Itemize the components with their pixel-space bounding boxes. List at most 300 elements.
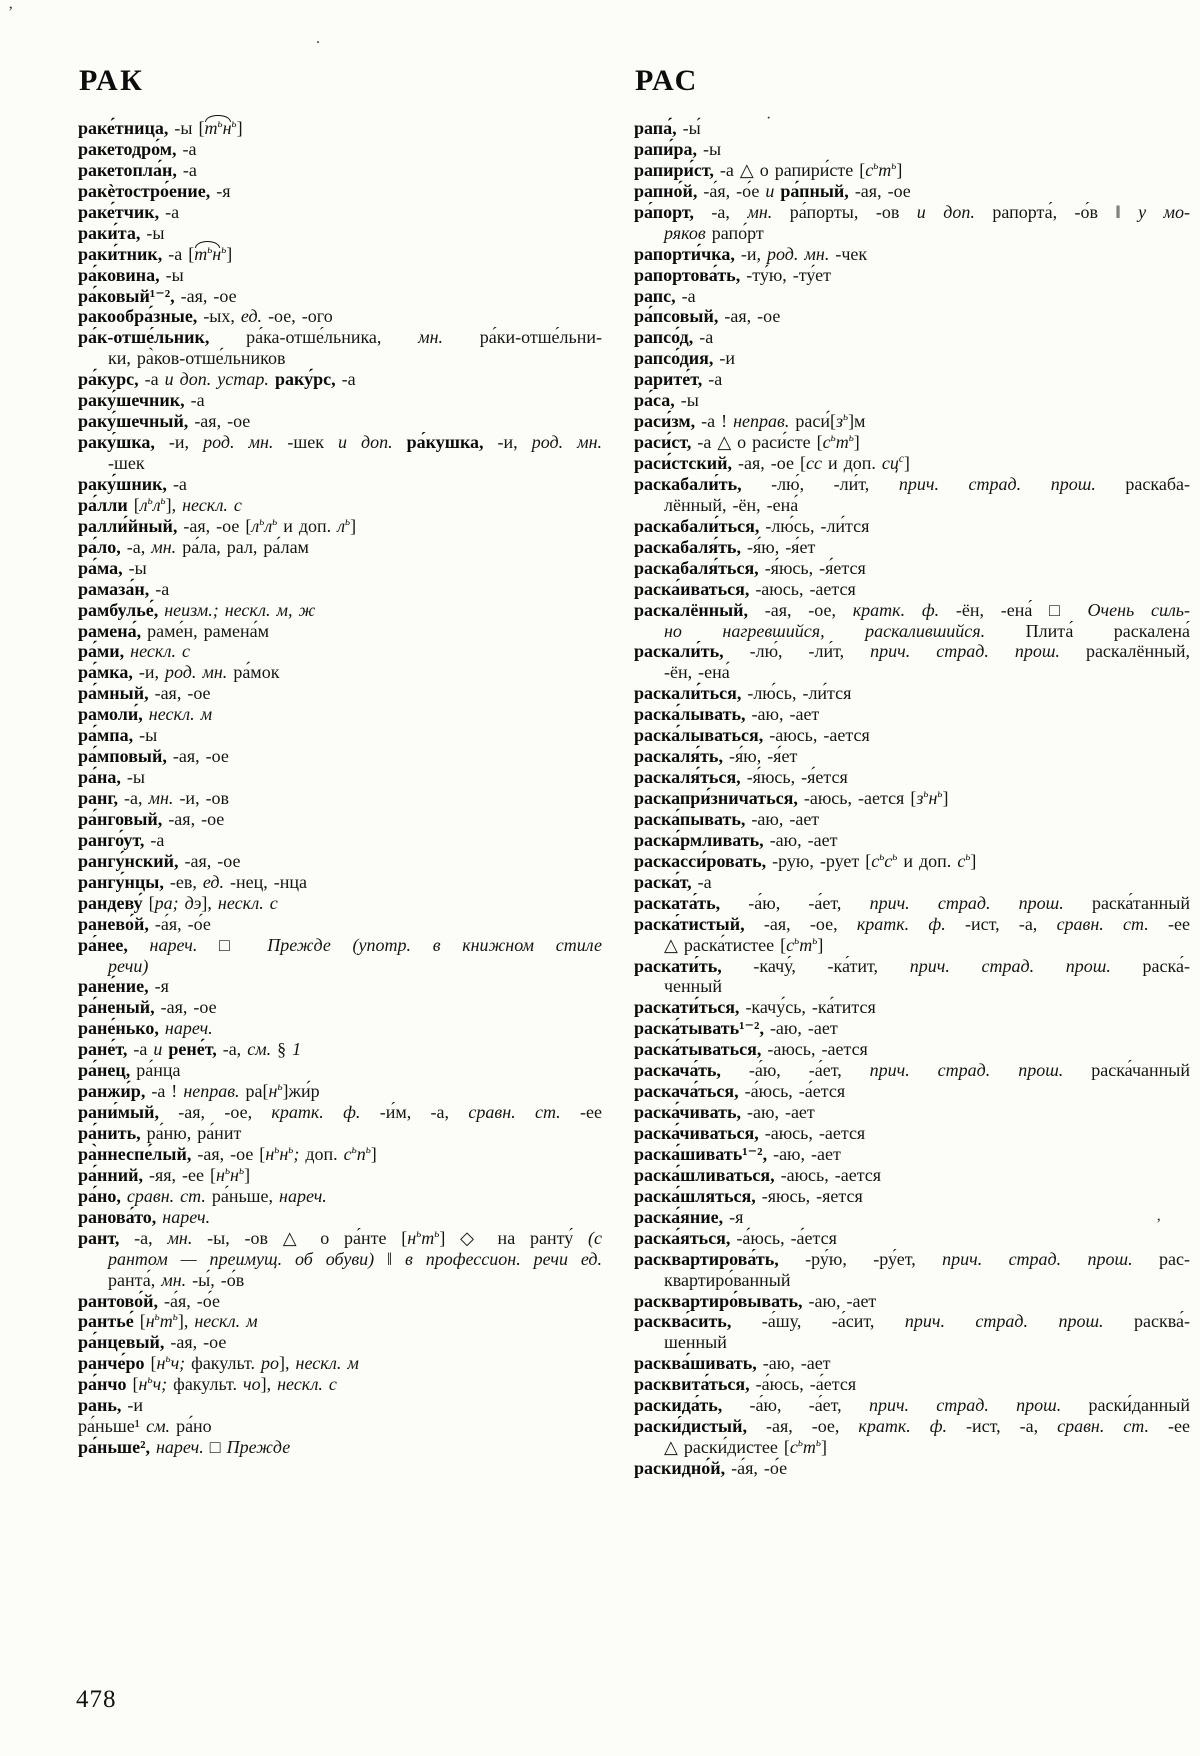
entry-text: ра́ки-отше́льни-	[443, 327, 602, 348]
entry-line	[634, 265, 1190, 286]
entry-text: мн.	[161, 1269, 187, 1290]
entry-line	[78, 893, 602, 914]
entry-line	[78, 1395, 602, 1416]
entry-text: -а́я, -о́е	[148, 913, 211, 934]
headword: ра́ковый¹⁻²,	[78, 285, 175, 306]
entry-line	[634, 725, 1190, 746]
entry-text: $л^ьл^ь$	[251, 515, 278, 536]
entry-line	[634, 1311, 1190, 1332]
entry-text: -а	[138, 369, 165, 390]
entry-line	[78, 1437, 602, 1458]
entry-text: ]	[853, 432, 860, 453]
entry-line	[78, 327, 602, 348]
entry-line	[634, 1165, 1190, 1186]
entry-text: сравн. ст.	[1056, 913, 1149, 934]
entry-text: -ая, -ое,	[744, 913, 857, 934]
headword: рангу́нцы,	[78, 871, 164, 892]
headword: ракетопла́н,	[78, 159, 177, 180]
entry-text: $сц^с$	[881, 453, 904, 473]
entry-line	[634, 704, 1190, 725]
headword: раку́шечный,	[78, 411, 189, 432]
entry-text: -ы	[133, 725, 158, 746]
entry-text: ]	[226, 243, 233, 264]
entry-text: и доп.	[277, 515, 338, 536]
entry-line	[78, 914, 602, 935]
entry-text: мн.	[167, 1227, 193, 1248]
entry-text: расква́-	[1103, 1311, 1190, 1332]
entry-text: -ая, -ое	[188, 411, 251, 432]
entry-line	[634, 1332, 1190, 1353]
entry-text: -а,	[119, 1227, 168, 1248]
entry-line	[78, 1081, 602, 1102]
entry-text: -ру́ю, -ру́ет,	[778, 1248, 943, 1269]
entry-text: -ы́, -о́в	[186, 1269, 245, 1290]
headword: ра̀ннеспе́лый,	[78, 1143, 192, 1164]
entry-line	[634, 914, 1190, 935]
superscript: ь	[797, 1437, 803, 1450]
entry-text: -ое, -ого	[262, 306, 333, 327]
headword: расква́шивать,	[634, 1353, 757, 1374]
superscript: ь	[879, 850, 885, 863]
superscript: ь	[351, 1143, 357, 1156]
entry-line	[78, 348, 602, 369]
entry-line	[634, 1144, 1190, 1165]
entry-text: -аю, -ает	[756, 1353, 831, 1374]
entry-line	[634, 1291, 1190, 1312]
entry-text: -а	[702, 369, 723, 390]
entry-text: -аюсь, -ается	[758, 1123, 866, 1143]
entry-text: $л^ь$	[337, 515, 351, 536]
headword: рене́т,	[162, 1039, 217, 1060]
headword: рапсо́д,	[634, 327, 694, 348]
entry-text: мн.	[747, 201, 773, 222]
entry-text: -а	[693, 327, 714, 348]
entry-line	[634, 348, 1190, 369]
superscript: ь	[160, 494, 166, 507]
entry-line	[78, 956, 602, 977]
superscript: ь	[434, 1227, 440, 1240]
superscript: ь	[892, 850, 898, 863]
headword: рапсо́дия,	[634, 348, 714, 369]
entry-text: $с^ьт^ь$	[786, 934, 818, 955]
entry-text: нареч.	[279, 1185, 327, 1206]
entry-text: род. мн.	[531, 432, 602, 453]
headword: ралли́йный,	[78, 515, 178, 536]
headword: раска́шляться,	[634, 1185, 756, 1206]
entry-text: ра[	[239, 1081, 269, 1102]
headword: раскидно́й,	[634, 1458, 726, 1478]
entry-line	[78, 1374, 602, 1395]
entry-text: нескл. с	[182, 494, 242, 515]
entry-text: ‖	[374, 1248, 406, 1269]
entry-text: прич. страд. прош.	[869, 892, 1064, 913]
headword: рани́мый,	[78, 1102, 159, 1123]
entry-text: раска́чанный	[1063, 1060, 1190, 1081]
entry-line	[634, 579, 1190, 600]
entry-line	[78, 558, 602, 579]
entry-text: △ раска́тистее [	[664, 934, 787, 955]
entry-text: ранта́,	[108, 1269, 162, 1290]
entry-text: ра́ла, рал, ра́лам	[176, 536, 309, 557]
headword: рапи́ра,	[634, 138, 698, 159]
entry-line	[78, 139, 602, 160]
entry-text: -а́юсь, -а́ется	[749, 1374, 857, 1395]
entry-text: $н^ьт^ь$	[407, 1227, 440, 1248]
headword: рандеву́	[78, 892, 149, 913]
entry-text: -ых,	[197, 306, 241, 327]
entry-text: 1	[292, 1039, 302, 1060]
entry-text: [	[133, 494, 140, 515]
entry-text: -а́юсь, -а́ется	[738, 1081, 846, 1102]
entry-line	[78, 1123, 602, 1144]
entry-text: Прежде	[226, 1437, 291, 1458]
superscript: ь	[147, 1374, 153, 1387]
headword: раска́лывать,	[634, 704, 746, 725]
headword: раски́дистый,	[634, 1416, 747, 1437]
entry-text: -а,	[693, 201, 748, 222]
entry-text: -ист, -а,	[945, 913, 1057, 934]
headword: раскабали́ть,	[634, 473, 742, 494]
entry-line	[634, 641, 1190, 662]
entry-text: -а	[127, 1039, 154, 1060]
guide-word-left: РАК	[79, 64, 145, 97]
headword: расквита́ться,	[634, 1374, 750, 1395]
superscript: ь	[288, 1143, 294, 1156]
entry-line	[634, 1102, 1190, 1123]
entry-text: ра́нца	[130, 1060, 181, 1081]
superscript: ь	[812, 934, 818, 947]
entry-text: ро	[261, 1353, 280, 1374]
headword: ра́са,	[634, 390, 675, 411]
entry-line	[78, 851, 602, 872]
entry-line	[634, 1060, 1190, 1081]
scan-speck: ’	[1156, 1216, 1162, 1233]
entry-text: -ая, -ое	[166, 746, 229, 767]
entry-line	[78, 306, 602, 327]
entry-line	[78, 1144, 602, 1165]
entry-line	[634, 956, 1190, 977]
headword: раска́рмливать,	[634, 829, 764, 850]
entry-text: лённый, -ён, -ена́	[664, 494, 799, 515]
headword: раска́чиваться,	[634, 1123, 759, 1143]
entry-text: -а [	[162, 243, 195, 264]
entry-text: ] ◇ на ранту́	[439, 1227, 589, 1248]
entry-text: ]	[236, 118, 243, 138]
entry-line	[78, 432, 602, 453]
entry-line	[634, 997, 1190, 1018]
entry-text: ра́ка-отше́льника,	[209, 327, 419, 348]
entry-text: -ее	[1148, 913, 1190, 934]
entry-line	[634, 1228, 1190, 1249]
entry-text: сравн. ст.	[120, 1185, 206, 1206]
headword: раската́ть,	[634, 892, 721, 913]
headword: рапа́,	[634, 118, 677, 138]
entry-text: род. мн.	[165, 662, 228, 683]
entry-text: ]	[903, 453, 910, 473]
entry-text: -ая, -ое	[148, 683, 211, 704]
entry-text: -аю, -ает	[802, 1290, 877, 1311]
entry-text: сс	[806, 453, 822, 473]
entry-text: сравн. ст.	[468, 1102, 561, 1123]
entry-line	[634, 516, 1190, 537]
entry-line	[78, 369, 602, 390]
entry-line	[634, 369, 1190, 390]
headword: раскаля́ться,	[634, 767, 741, 788]
superscript: ь	[238, 1164, 245, 1177]
superscript: ь	[165, 1353, 171, 1366]
headword: раскати́ться,	[634, 997, 740, 1018]
phonetic-arc: $т^ьн^ь$	[204, 118, 237, 138]
entry-text: и доп.	[897, 850, 958, 871]
entry-text: -а,	[118, 788, 149, 808]
headword: ранго́ут,	[78, 829, 145, 850]
entry-text: сравн. ст.	[1057, 1416, 1150, 1437]
superscript: ь	[217, 118, 223, 130]
entry-text: -я	[723, 1206, 744, 1227]
entry-text: -а	[176, 159, 197, 180]
entry-text: -а △ о раси́сте [	[691, 432, 823, 453]
entry-text: -ая, -ое	[174, 285, 237, 306]
entry-text: рас-	[1132, 1248, 1190, 1269]
headword: раскабаля́ть,	[634, 536, 741, 557]
entry-text: -аюсь, -ается	[749, 578, 856, 599]
headword: расквартиро́вывать,	[634, 1290, 803, 1311]
headword: рапортова́ть,	[634, 264, 741, 285]
entry-text: нескл. с	[277, 1374, 337, 1395]
entry-text: -а́я, -о́е	[697, 180, 766, 201]
entry-text: [	[132, 1374, 139, 1395]
entry-text: см.	[146, 1416, 171, 1437]
headword: рарите́т,	[634, 369, 703, 390]
headword: раска́яние,	[634, 1206, 724, 1227]
entry-text: -а	[149, 578, 170, 599]
entry-text: -ы	[122, 557, 147, 578]
entry-text: -аюсь, -ается	[763, 725, 870, 746]
entry-text: ]	[896, 159, 903, 180]
entry-text: -ы	[140, 222, 165, 243]
entry-text: ],	[165, 494, 183, 515]
entry-text: -а́ю, -а́ет,	[720, 892, 870, 913]
entry-text: $н^ьч$;	[138, 1374, 168, 1395]
entry-line	[78, 286, 602, 307]
entry-text: -ту́ю, -ту́ет	[740, 264, 832, 285]
headword: раска́шивать¹⁻²,	[634, 1143, 768, 1164]
entry-text: (с	[588, 1227, 602, 1248]
headword: ране́т,	[78, 1039, 128, 1060]
headword: раскасси́ровать,	[634, 850, 767, 871]
entry-text: -ая, -ое	[164, 1332, 227, 1353]
entry-text: но нагревшийся, раскалившийся.	[664, 620, 986, 641]
entry-line	[634, 432, 1190, 453]
entry-text: -лю́сь, -ли́тся	[759, 515, 870, 536]
entry-text: прич. страд. прош.	[870, 641, 1060, 662]
entry-text: -я	[210, 180, 231, 201]
superscript: ь	[224, 1164, 231, 1177]
entry-text: -ев,	[163, 871, 203, 892]
entry-text: -я	[148, 976, 169, 997]
entry-text: [	[139, 1311, 146, 1332]
entry-text: $с^ьт^ь$	[822, 432, 854, 453]
entry-text: нескл. с	[124, 641, 190, 662]
entry-text: шенный	[664, 1332, 727, 1353]
entry-text: Плита́ раскалена́	[985, 620, 1190, 641]
entry-line	[78, 1353, 602, 1374]
headword: ранова́то,	[78, 1206, 157, 1227]
headword: ра́нец,	[78, 1060, 131, 1081]
entry-line	[78, 181, 602, 202]
entry-line	[634, 767, 1190, 788]
superscript: ь	[365, 1143, 371, 1156]
entry-text: -я́ю, -я́ет	[740, 536, 816, 557]
entry-text: -качу́сь, -ка́тится	[739, 997, 876, 1018]
entry-text: -лю́сь, -ли́тся	[741, 683, 852, 704]
entry-text: $н^ьн^ь$;	[265, 1143, 300, 1164]
entry-line	[78, 160, 602, 181]
entry-text: -ая, -ое	[162, 808, 225, 829]
entry-line	[78, 1102, 602, 1123]
entry-line	[78, 1416, 602, 1437]
superscript: ь	[277, 1081, 283, 1094]
entry-text: рапо́рт	[705, 222, 764, 243]
headword: раскаля́ть,	[634, 746, 723, 767]
headword: расквартирова́ть,	[634, 1248, 779, 1269]
entry-text: ]жи́р	[282, 1081, 320, 1102]
entry-text: мн.	[148, 788, 174, 808]
entry-text: неправ.	[733, 411, 790, 432]
entry-text: мн.	[151, 536, 177, 557]
entry-line	[78, 976, 602, 997]
entry-text: ки, ра̀ков-отше́льников	[108, 348, 286, 369]
entry-line	[634, 244, 1190, 265]
entry-line	[634, 830, 1190, 851]
entry-text: -я́юсь, -я́ется	[758, 557, 866, 578]
entry-line	[78, 516, 602, 537]
entry-text: -ы́	[676, 118, 701, 138]
entry-text: -ая, -ое	[154, 997, 217, 1018]
entry-text: ряков	[664, 222, 706, 243]
entry-line	[634, 976, 1190, 997]
entry-line	[78, 997, 602, 1018]
entry-line	[78, 202, 602, 223]
entry-text: ]м	[848, 411, 866, 432]
headword: ране́ние,	[78, 976, 149, 997]
headword: рамаза́н,	[78, 578, 150, 599]
headword: рапно́й,	[634, 180, 698, 201]
entry-text: ],	[201, 892, 218, 913]
entry-line	[634, 746, 1190, 767]
entry-text: -аю, -ает	[767, 1143, 841, 1164]
entry-text: -ы	[697, 138, 722, 159]
headword: ракѐтостро́ение,	[78, 180, 211, 201]
headword: ра́нчо	[78, 1374, 133, 1395]
headword: ра́лли	[78, 494, 134, 515]
superscript: ь	[842, 411, 849, 424]
entry-line	[634, 495, 1190, 516]
entry-text: -а	[184, 390, 205, 411]
entry-text: нескл. с	[217, 892, 278, 913]
headword: рамбулье́,	[78, 599, 159, 620]
entry-text: -ее	[1149, 1416, 1190, 1437]
headword: ра́мпа,	[78, 725, 134, 746]
entry-line	[78, 474, 602, 495]
superscript: ь	[154, 1311, 160, 1324]
entry-line	[78, 1165, 602, 1186]
entry-line	[634, 935, 1190, 956]
entry-line	[634, 286, 1190, 307]
entry-text: рапорта́, -о́в ‖	[974, 201, 1139, 222]
headword: ра́курс,	[78, 369, 139, 390]
entry-text: нареч.	[158, 1018, 213, 1039]
headword: ра́кушка,	[392, 432, 484, 453]
left-column	[78, 64, 602, 1458]
entry-text: нескл. м	[194, 1311, 258, 1332]
entry-line	[634, 1416, 1190, 1437]
entry-text: -ист, -а,	[947, 1416, 1058, 1437]
entry-text: ед.	[240, 306, 263, 327]
headword: ра́мка,	[78, 662, 133, 683]
entry-text: $з^ьн^ь$	[916, 788, 943, 808]
headword: ранжи́р,	[78, 1081, 146, 1102]
superscript: ь	[416, 1227, 422, 1240]
entry-text: мн.	[418, 327, 444, 348]
entry-text: неправ.	[183, 1081, 240, 1102]
entry-line	[634, 474, 1190, 495]
entry-line	[634, 558, 1190, 579]
headword: раки́та,	[78, 222, 141, 243]
entry-text: раси́[	[789, 411, 836, 432]
entry-text: $з^ь$	[835, 411, 849, 432]
superscript: ь	[221, 243, 227, 256]
entry-text: -ая, -ое [	[732, 453, 806, 473]
entry-line	[634, 851, 1190, 872]
headword: раскабаля́ться,	[634, 557, 759, 578]
headword: рантово́й,	[78, 1290, 159, 1311]
entry-text: в профессион. речи ед.	[405, 1248, 602, 1269]
headword: раку́шечник,	[78, 390, 185, 411]
headword: раку́рс,	[268, 369, 336, 390]
entry-text: факульт.	[167, 1374, 244, 1395]
superscript: ь	[923, 788, 929, 800]
entry-text: -и,	[734, 243, 768, 264]
headword: ра́на,	[78, 767, 121, 788]
superscript: ь	[965, 850, 971, 863]
entry-text: $н^ьч$;	[156, 1353, 186, 1374]
superscript: ь	[937, 788, 943, 800]
superscript: ь	[207, 243, 213, 256]
entry-line	[78, 390, 602, 411]
entry-text: и доп.	[821, 453, 882, 473]
left-column-entries	[78, 118, 602, 1458]
right-column	[634, 64, 1190, 1479]
headword: ра́мный,	[78, 683, 149, 704]
headword: расква́сить,	[634, 1311, 732, 1332]
entry-text: ],	[279, 1353, 296, 1374]
entry-line	[78, 265, 602, 286]
page-number: 478	[76, 1686, 117, 1713]
entry-line	[634, 1395, 1190, 1416]
headword: ра́пный,	[774, 180, 849, 201]
entry-text: $с^ь$	[957, 850, 971, 871]
entry-text: $л^ьл^ь$	[139, 494, 166, 515]
entry-line	[634, 1353, 1190, 1374]
entry-line	[78, 683, 602, 704]
superscript: ь	[830, 432, 836, 445]
entry-text: -аюсь, -ается	[774, 1164, 882, 1185]
entry-text: -и,	[132, 662, 166, 683]
entry-text: кратк. ф.	[271, 1102, 361, 1123]
headword: ра́к-отше́льник,	[78, 327, 210, 348]
entry-line	[78, 1249, 602, 1270]
